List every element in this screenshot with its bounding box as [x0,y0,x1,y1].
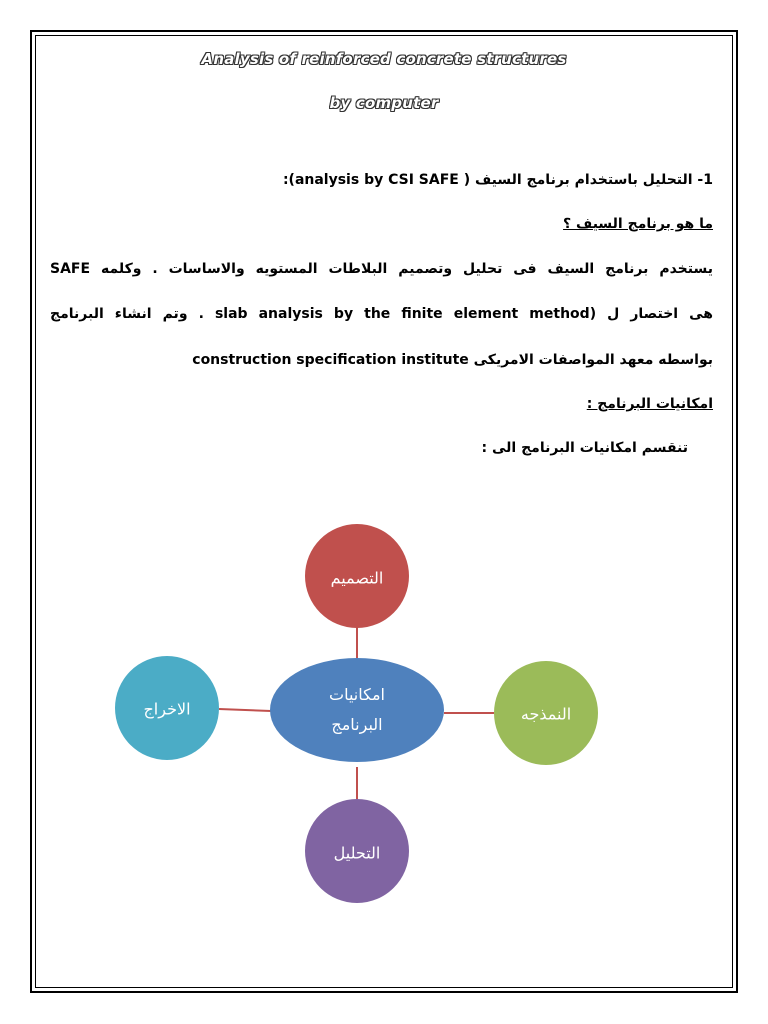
document-title-line-1: Analysis of reinforced concrete structures [201,50,567,68]
center-label [329,680,385,740]
node-label-design: التصميم [330,568,384,588]
capabilities-heading: امكانيات البرنامج : [586,396,713,412]
section-heading: 1- التحليل باستخدام برنامج السيف ( analysis by CSI SAFE): [282,172,713,188]
node-label-modeling: النمذجه [520,704,572,724]
node-label-analysis: التحليل [333,843,381,863]
paragraph-line-2: هى اختصار ل (slab analysis by the finite element method . وتم انشاء البرنامج [50,306,714,322]
center-label-line-1: امكانيات [329,685,385,704]
center-label-line-2: البرنامج [331,715,383,734]
paragraph-line-3: بواسطه معهد المواصفات الامريكى construction specification institute [192,352,713,368]
document-title-line-2: by computer [329,94,439,112]
paragraph-line-1: يستخدم برنامج السيف فى تحليل وتصميم البلاطات المستويه والاساسات . وكلمه SAFE [50,261,713,277]
question-heading: ما هو برنامج السيف ؟ [563,216,713,232]
connector-left [219,709,271,711]
node-label-output: الاخراج [143,699,191,719]
capabilities-intro: تنقسم امكانيات البرنامج الى : [481,440,688,456]
